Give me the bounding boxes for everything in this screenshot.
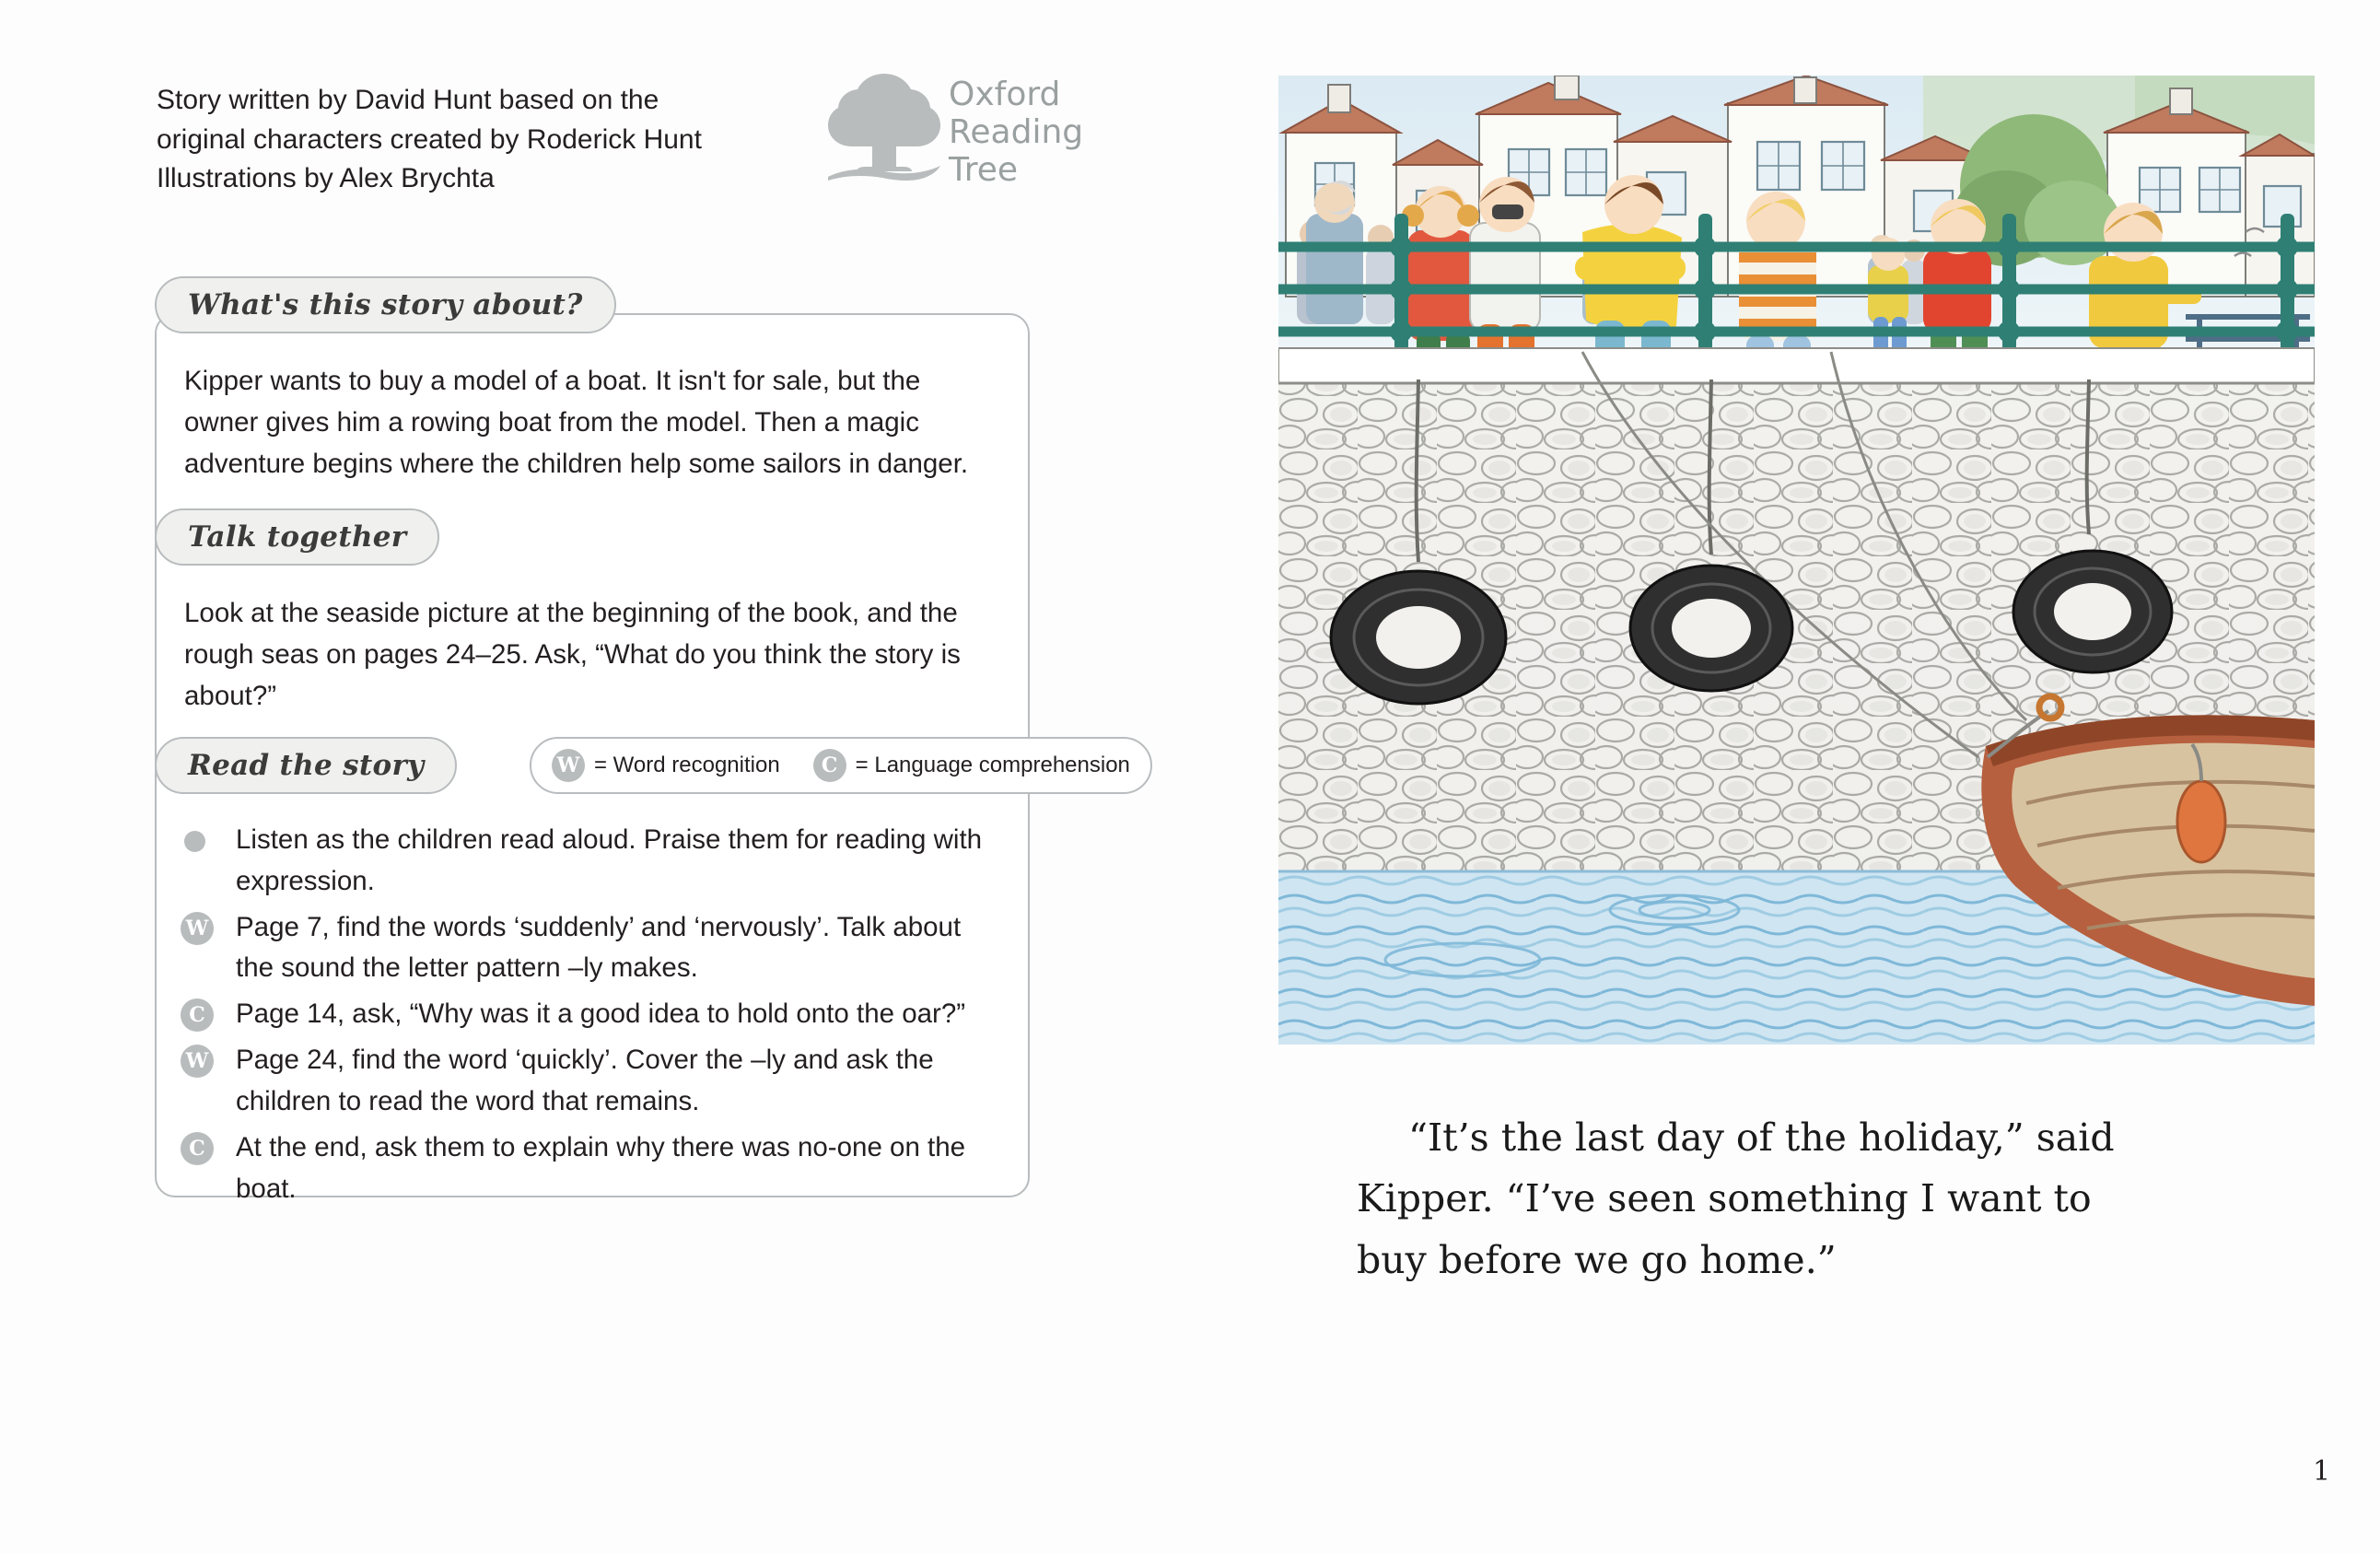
list-item bbox=[181, 907, 1009, 990]
logo-wordmark bbox=[949, 76, 1083, 189]
bullet-marker bbox=[181, 820, 236, 852]
credits-line-2: original characters created by Roderick Hunt bbox=[157, 123, 702, 155]
bullet-marker bbox=[181, 1040, 236, 1078]
story-line-2: Kipper. “I’ve seen something I want to bbox=[1357, 1176, 2092, 1221]
section-body-about: Kipper wants to buy a model of a boat. It isn't for sale, but the owner gives him a rowing boat from the model. Then a magic adventure begins where the children help some sailors in danger. bbox=[184, 366, 969, 479]
list-item bbox=[181, 1127, 1009, 1210]
legend-label-language-comprehension: = Language comprehension bbox=[855, 753, 1130, 777]
word-recognition-badge-icon: W bbox=[552, 749, 585, 782]
section-body-talk-together: Look at the seaside picture at the beginning of the book, and the rough seas on pages 24–25. Ask, “What do you think the story is about?” bbox=[184, 598, 961, 711]
word-recognition-badge-icon: W bbox=[181, 1045, 214, 1078]
legend-key bbox=[530, 737, 1152, 794]
oak-tree-icon bbox=[815, 64, 953, 207]
bullet-marker bbox=[181, 907, 236, 945]
list-item bbox=[181, 820, 1009, 903]
credits-line-1: Story written by David Hunt based on the bbox=[157, 85, 659, 115]
story-paragraph bbox=[1357, 1107, 2278, 1290]
logo-line-3: Tree bbox=[949, 151, 1019, 190]
legend-label-word-recognition: = Word recognition bbox=[594, 753, 780, 777]
language-comprehension-badge-icon: C bbox=[181, 998, 214, 1032]
credits-line-3: Illustrations by Alex Brychta bbox=[157, 163, 495, 194]
language-comprehension-badge-icon: C bbox=[813, 749, 846, 782]
list-item bbox=[181, 1040, 1009, 1123]
right-page bbox=[1260, 0, 2380, 1553]
list-item-text: Page 7, find the words ‘suddenly’ and ‘nervously’. Talk about the sound the letter pattern –ly makes. bbox=[236, 911, 962, 984]
list-item bbox=[181, 994, 1009, 1035]
oxford-reading-tree-logo bbox=[815, 64, 1119, 203]
list-item-text: Listen as the children read aloud. Praise them for reading with expression. bbox=[236, 824, 983, 896]
logo-line-1: Oxford bbox=[949, 76, 1061, 113]
section-heading-read-the-story: Read the story bbox=[155, 737, 457, 794]
credits-block bbox=[157, 81, 801, 199]
section-heading-about: What's this story about? bbox=[155, 276, 616, 333]
story-illustration bbox=[1278, 76, 2315, 1045]
section-heading-talk-together: Talk together bbox=[155, 508, 439, 566]
read-the-story-list bbox=[181, 820, 1009, 1214]
bullet-marker bbox=[181, 994, 236, 1032]
page-number: 1 bbox=[2313, 1455, 2331, 1488]
language-comprehension-badge-icon: C bbox=[181, 1132, 214, 1165]
story-line-3: buy before we go home.” bbox=[1357, 1237, 1837, 1282]
list-item-text: At the end, ask them to explain why there was no-one on the boat. bbox=[236, 1131, 966, 1204]
bullet-marker bbox=[181, 1127, 236, 1165]
list-item-text: Page 24, find the word ‘quickly’. Cover the –ly and ask the children to read the word that remains. bbox=[236, 1045, 934, 1116]
word-recognition-badge-icon: W bbox=[181, 912, 214, 945]
bullet-dot-icon bbox=[184, 831, 205, 852]
story-line-1-text: “It’s the last day of the holiday,” said bbox=[1408, 1115, 2115, 1160]
logo-line-2: Reading bbox=[949, 113, 1084, 152]
list-item-text: Page 14, ask, “Why was it a good idea to hold onto the oar?” bbox=[236, 998, 966, 1030]
story-line-1 bbox=[1357, 1107, 2278, 1168]
